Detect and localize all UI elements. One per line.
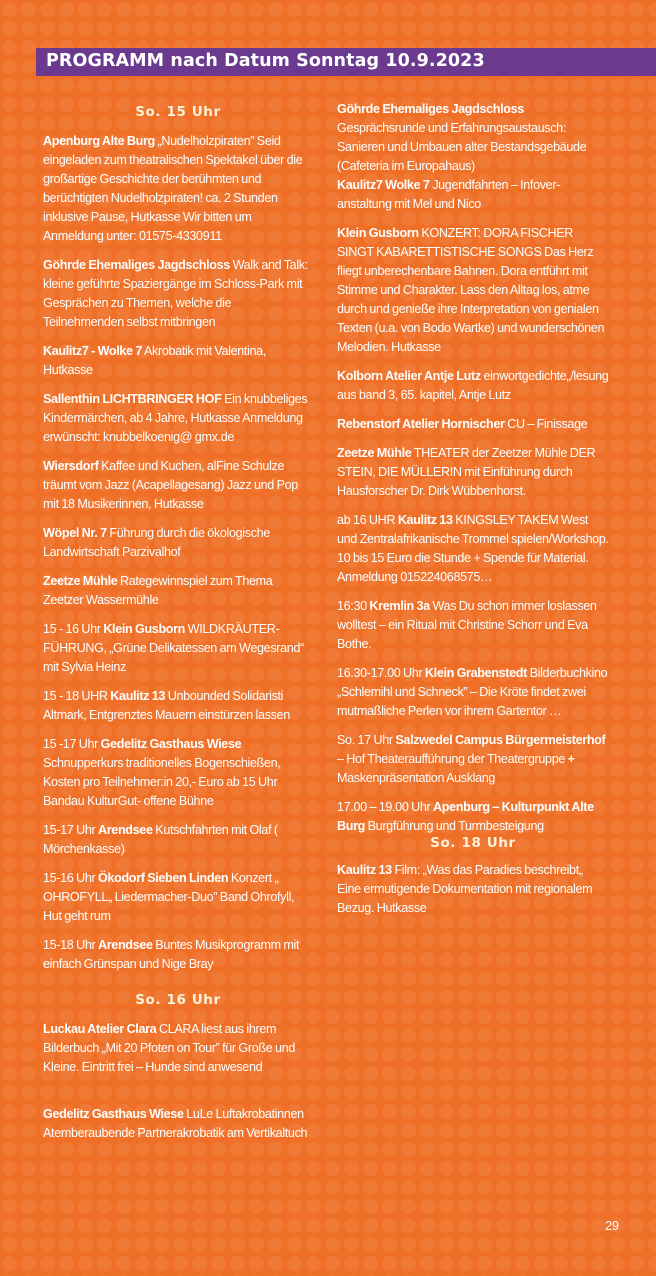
event-entry: So. 17 Uhr Salzwedel Campus Bürgermeisterhof – Hof Theateraufführung der Theatergruppe + Maskenpräsentation Ausklang [337,733,606,785]
event-entry: Zeetze Mühle THEATER der Zeetzer Mühle DER STEIN, DIE MÜLLERIN mit Einführung durch Hausforscher Dr. Dirk Wübbenhorst. [337,446,596,498]
right-column [337,100,609,918]
event-entry: Wiersdorf Kaffee und Kuchen, alFine Schulze träumt vom Jazz (Acapellagesang) Jazz und Pop mit 18 Musikerinnen, Hutkasse [43,459,298,511]
event-entry: Kaulitz7 - Wolke 7 Akrobatik mit Valentina, Hutkasse [43,344,266,377]
event-entry: Göhrde Ehemaliges Jagdschloss Gesprächsrunde und Erfahrungsaustausch: Sanieren und Umbauen alter Bestandsgebäude (Cafeteria im Europahaus) Kaulitz7 Wolke 7 Jugendfahrten – Infoveranstaltung mit Mel und Nico [337,102,587,211]
event-entry: Rebenstorf Atelier Hornischer CU – Finissage [337,417,588,431]
event-entry: 15-18 Uhr Arendsee Buntes Musikprogramm mit einfach Grünspan und Nige Bray [43,938,300,971]
event-entry: 15 -17 Uhr Gedelitz Gasthaus Wiese Schnupperkurs traditionelles Bogenschießen, Kosten pro Teilnehmer:in 20,- Euro ab 15 Uhr Bandau KulturGut- offene Bühne [43,737,281,808]
event-entry: Zeetze Mühle Rategewinnspiel zum Thema Zeetzer Wassermühle [43,574,273,607]
event-entry: Kolborn Atelier Antje Lutz einwortgedichte„/lesung aus band 3, 65. kapitel, Antje Lutz [337,369,609,402]
left-column [43,100,313,1143]
page-number: 29 [605,1219,619,1233]
event-entry: ab 16 UHR Kaulitz 13 KINGSLEY TAKEM West und Zentralafrikanische Trommel spielen/Workshop. 10 bis 15 Euro die Stunde + Spende für Material. Anmeldung 015224068575… [337,513,609,584]
event-entry: 17.00 – 19.00 Uhr Apenburg – Kulturpunkt Alte Burg Burgführung und Turmbesteigung [337,800,594,833]
program-header-bar [36,48,656,76]
event-entry: Sallenthin LICHTBRINGER HOF Ein knubbeliges Kindermärchen, ab 4 Jahre, Hutkasse Anmeldung erwünscht: knubbelkoenig@ gmx.de [43,392,308,444]
section-heading-16: So. 16 Uhr [135,992,221,1008]
event-entry: Klein Gusborn KONZERT: DORA FISCHER SINGT KABARETTISTISCHE SONGS Das Herz fliegt unberechenbare Bahnen. Dora entführt mit Stimme und Charakter. Lass den Alltag los, atme durch und genieße ihre Interpretation von genialen Texten (u.a. von Bodo Wartke) und wunderschönen Melodien. Hutkasse [337,226,605,354]
event-entry: Luckau Atelier Clara CLARA liest aus ihrem Bilderbuch „Mit 20 Pfoten on Tour” für Große und Kleine. Eintritt frei – Hunde sind anwesend [43,1022,295,1074]
section-heading-18: So. 18 Uhr [430,835,516,851]
section-heading-15: So. 15 Uhr [135,104,221,120]
event-entry: Wöpel Nr. 7 Führung durch die ökologische Landwirtschaft Parzivalhof [43,526,270,559]
event-entry: Kaulitz 13 Film: „Was das Paradies beschreibt„ Eine ermutigende Dokumentation mit regionalem Bezug. Hutkasse [337,863,593,915]
event-entry: Apenburg Alte Burg „Nudelholzpiraten” Seid eingeladen zum theatralischen Spektakel über die großartige Geschichte der berühmten und berüchtigten Nudelholzpiraten! ca. 2 Stunden inklusive Pause, Hutkasse Wir bitten um Anmeldung unter: 01575-4330911 [43,134,303,243]
event-entry: 15-16 Uhr Ökodorf Sieben Linden Konzert „ OHROFYLL„ Liedermacher-Duo” Band Ohrofyll, Hut geht rum [43,871,295,923]
event-entry: 15 - 18 UHR Kaulitz 13 Unbounded Solidaristi Altmark, Entgrenztes Mauern einstürzen lassen [43,689,290,722]
event-entry: 16.30-17.00 Uhr Klein Grabenstedt Bilderbuchkino „Schlemihl und Schneck” – Die Kröte findet zwei mutmaßliche Perlen vor ihrem Gartentor … [337,666,608,718]
event-entry: 15 - 16 Uhr Klein Gusborn WILDKRÄUTER-FÜHRUNG, „Grüne Delikatessen am Wegesrand“ mit Sylvia Heinz [43,622,304,674]
event-entry: 15-17 Uhr Arendsee Kutschfahrten mit Olaf ( Mörchenkasse) [43,823,278,856]
event-entry: 16:30 Kremlin 3a Was Du schon immer loslassen wolltest – ein Ritual mit Christine Schorr und Eva Bothe. [337,599,597,651]
event-entry: Gedelitz Gasthaus Wiese LuLe Luftakrobatinnen Atemberaubende Partnerakrobatik am Vertikaltuch [43,1107,308,1140]
event-entry: Göhrde Ehemaliges Jagdschloss Walk and Talk: kleine geführte Spaziergänge im Schloss-Park mit Gesprächen zu Themen, welche die Teilnehmenden selbst mitbringen [43,258,308,329]
program-title: PROGRAMM nach Datum Sonntag 10.9.2023 [46,51,485,71]
